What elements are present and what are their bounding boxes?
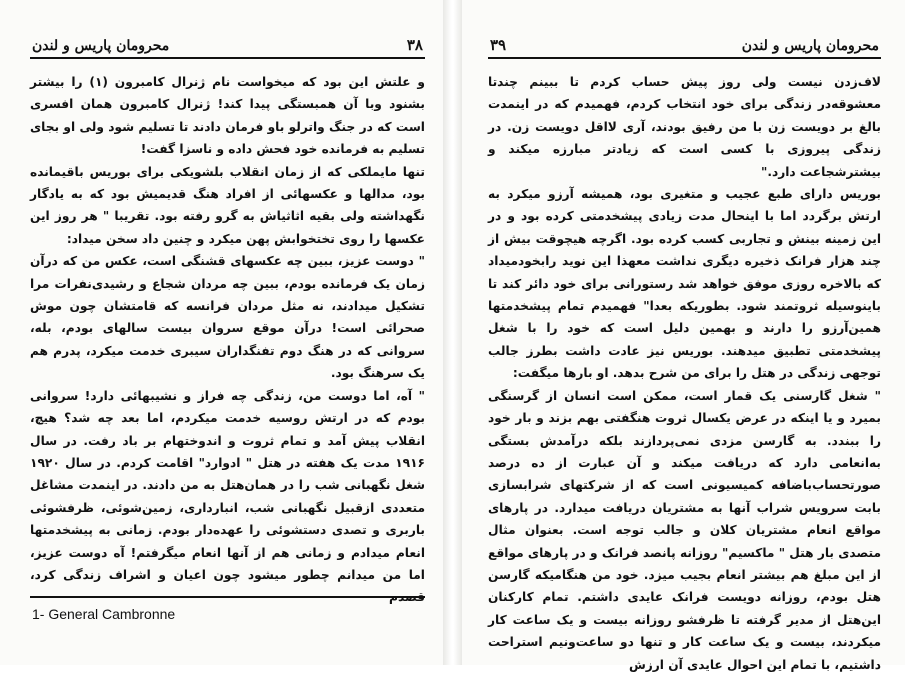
right-page-header <box>488 26 881 59</box>
book-gutter <box>443 0 462 665</box>
left-paragraph-4: " آه، اما دوست من، زندگی چه فراز و نشیبهائی دارد! سروانی بودم که در ارتش روسیه خدمت میکردم، اما بعد چه شد؟ هیچ، انقلاب پیش آمد و تمام ثروت و اندوختهام بر باد رفت. در سال ۱۹۱۶ مدت یک هفته در هتل " ادوارد" اقامت کردم. در سال ۱۹۲۰ شغل نگهبانی شب را در همان‌هتل به من دادند. در اینمدت مشاغل متعددی ازقبیل نگهبانی شب، انبارداری، زمین‌شوئی، ظرفشوئی باربری و تصدی دستشوئی را عهده‌دار بودم. زمانی به پیشخدمتها انعام میدادم و زمانی هم از آنها انعام میگرفتم! آه دوست عزیز، اما من میدانم چطور میشود چون اعیان و اشراف زندگی کرد، قصدم <box>30 388 425 605</box>
right-running-title: محرومان پاریس و لندن <box>741 38 879 54</box>
right-body-text <box>488 71 881 676</box>
footnote: 1- General Cambronne <box>32 606 176 622</box>
left-page-header <box>30 26 425 59</box>
left-page-number: ۳۸ <box>406 36 423 54</box>
right-paragraph-1: لاف‌زدن نیست ولی روز پیش حساب کردم تا ببینم چندتا معشوقه‌در زندگی برای خود انتخاب کردم، فهمیدم که در اینمدت بالغ بر دویست زن با من رفیق بودند، آری لااقل دویست زن. در زندگی پیروزی با کسی است که زیادتر مبارزه میکند و بیشترشجاعت دارد." <box>488 75 881 179</box>
right-paragraph-3: " شغل گارسنی یک قمار است، ممکن است انسان از گرسنگی بمیرد و یا اینکه در عرض یکسال ثروت هنگفتی بهم بزند و بار خود را ببندد. به گارسن مزدی نمی‌پردازند بلکه درآمدش بستگی به‌انعامی دارد که دریافت میکند و آن عبارت از ده درصد صورتحساب‌باضافه کمیسیونی است که از شرکتهای شرابسازی بابت سرویس شراب آنها به مشتریان دریافت میدارد. در پارهای مواقع انعام مشتریان کلان و جالب توجه است. بعنوان مثال متصدی بار هتل " ماکسیم" روزانه پانصد فرانک و در پارهای مواقع از این مبلغ هم بیشتر انعام بجیب میزد. خود من هنگامیکه گارسن هتل بودم، روزانه دویست فرانک عایدی داشتم. تمام کارکنان این‌هتل از مدیر گرفته تا ظرفشو روزانه بیست و یک ساعت کار میکردند، بیست و یک ساعت کار و تنها دو ساعت‌ونیم استراحت داشتیم، با تمام این احوال عایدی آن ارزش <box>488 388 881 672</box>
right-paragraph-2: بوریس دارای طبع عجیب و متغیری بود، همیشه آرزو میکرد به ارتش برگردد اما با اینحال مدت زیادی پیشخدمتی کرده بود و در این زمینه بینش و تجاربی کسب کرده بود. اگرچه هیچوقت بیش از چند هزار فرانک ذخیره دیگری نداشت معهذا این نوید رابخودمیداد که بالاخره روزی موفق خواهد شد رستورانی برای خود دائر کند تا باینوسیله ثروتمند شود. بطوریکه بعدا" فهمیدم تمام پیشخدمتها همین‌آرزو را دارند و بهمین دلیل است که خود را با شغل پیشخدمتی تطبیق میدهند. بوریس نیز عادت داشت بطرز جالب توجهی زندگی در هتل را برای من شرح بدهد. او بارها میگفت: <box>488 187 881 381</box>
left-body-text <box>30 71 425 609</box>
left-page <box>0 0 443 665</box>
right-page-number: ۳۹ <box>490 36 507 54</box>
left-paragraph-3: " دوست عزیز، ببین چه عکسهای قشنگی است، عکس من که درآن زمان یک فرمانده بودم، ببین چه مردان شجاع و رشیدی‌نفرات مرا تشکیل میدادند، نه مثل مردان فرانسه که قامتشان چون موش صحرائی است! درآن موقع سروان بیست سالهای بودم، بله، سروانی که در هنگ دوم تفنگداران سیبری خدمت میکرد، پدرم هم یک سرهنگ بود. <box>30 254 425 381</box>
left-paragraph-1: و علتش این بود که میخواست نام ژنرال کامبرون (۱) را بیشتر بشنود وبا آن همبستگی پیدا کند! ژنرال کامبرون همان افسری است که در جنگ واترلو باو فرمان دادند تا تسلیم شود ولی او بجای تسلیم به فرمانده خود فحش داده و ناسزا گفت! <box>30 75 425 157</box>
right-page <box>462 0 905 672</box>
left-running-title: محرومان پاریس و لندن <box>32 38 170 54</box>
left-paragraph-2: تنها مایملکی که از زمان انقلاب بلشویکی برای بوریس باقیمانده بود، مدالها و عکسهائی از افراد هنگ قدیمیش بود که به یادگار نگهداشته ولی بقیه اثاثیاش به گرو رفته بود. تقریبا " هر روز این عکسها را روی تختخوابش پهن میکرد و چنین داد سخن میداد: <box>30 164 425 246</box>
footnote-divider <box>30 596 425 598</box>
